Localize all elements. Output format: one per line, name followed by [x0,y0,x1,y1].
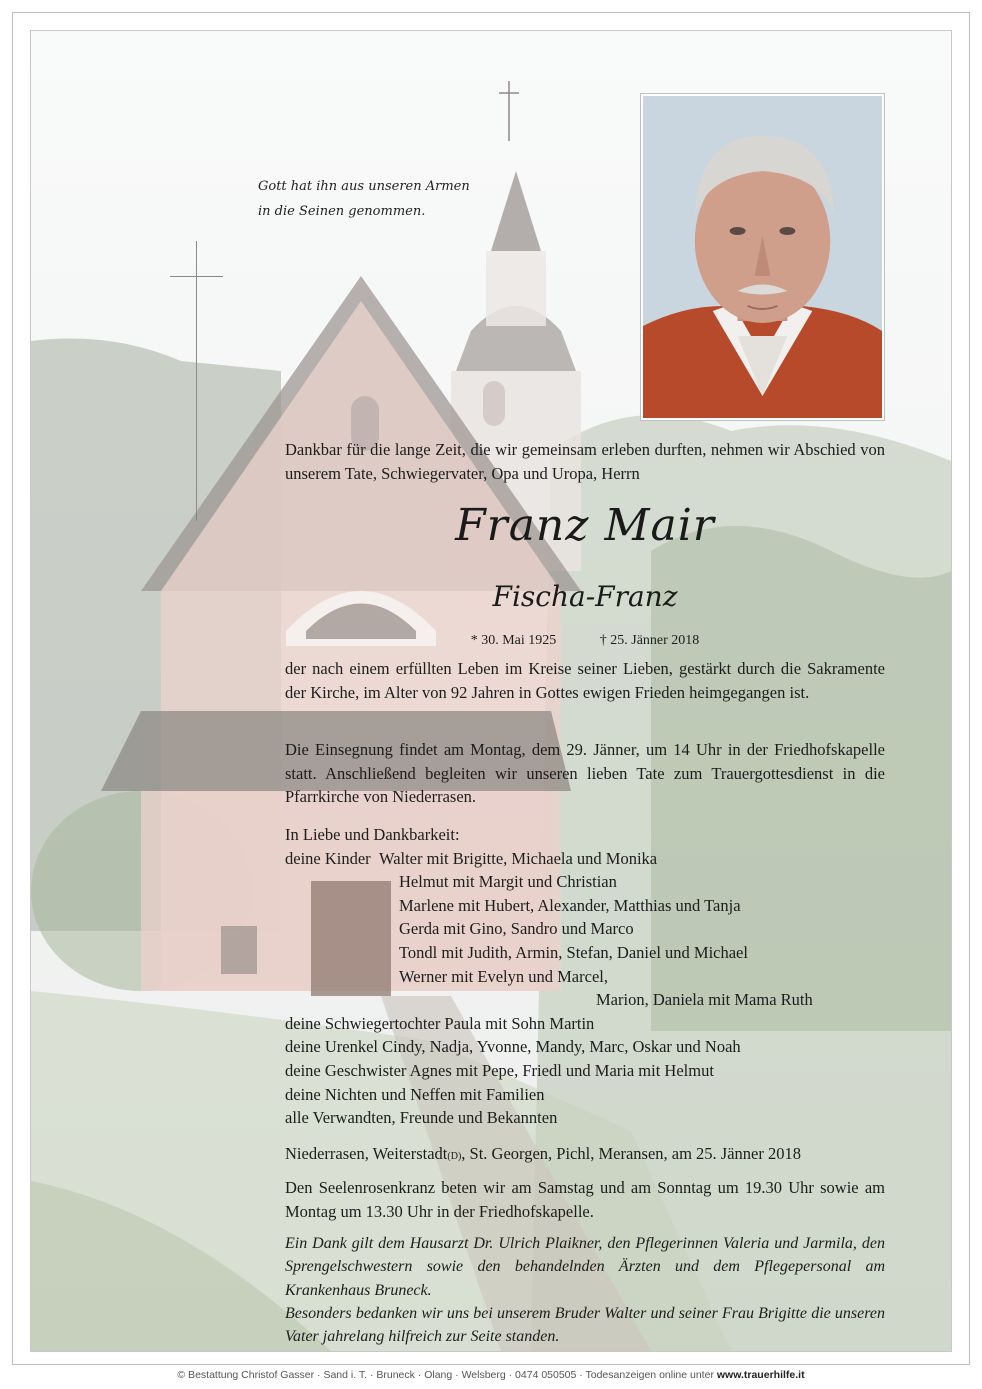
relative-entry: deine Schwiegertochter Paula mit Sohn Martin [285,1013,595,1033]
cross-vertical [196,241,197,521]
family-list [285,823,885,1130]
intro-paragraph: Dankbar für die lange Zeit, die wir gemeinsam erleben durften, nehmen wir Abschied von unserem Tate, Schwiegervater, Opa und Uropa, Herrn [285,440,885,483]
child-entry: Marlene mit Hubert, Alexander, Matthias und Tanja [399,895,741,915]
footer [0,1369,982,1381]
rosary-text [285,1176,885,1223]
life-dates [285,633,885,649]
family-children-row [285,847,885,871]
intro-text [285,438,885,485]
relative-entry: deine Geschwister Agnes mit Pepe, Friedl und Maria mit Helmut [285,1060,714,1080]
place-date-line [285,1142,885,1169]
footer-link[interactable]: www.trauerhilfe.it [716,1369,805,1381]
child-entry: Werner mit Evelyn und Marcel, [399,966,608,986]
relative-entry: deine Urenkel Cindy, Nadja, Yvonne, Mandy, Marc, Oskar und Noah [285,1037,741,1057]
motto-line-1: Gott hat ihn aus unseren Armen [258,179,470,194]
child-entry: Tondl mit Judith, Armin, Stefan, Daniel und Michael [399,942,748,962]
motto-line-2: in die Seinen genommen. [258,204,426,219]
passing-text [285,657,885,704]
thanks-paragraph-1: Ein Dank gilt dem Hausarzt Dr. Ulrich Plaikner, den Pflegerinnen Valeria und Jarmila, den Sprengelschwestern sowie den behandelnden Ärzten und dem Pflegepersonal am Krankenhaus Bruneck. [285,1235,885,1299]
relative-entry: alle Verwandten, Freunde und Bekannten [285,1108,558,1128]
child-entry: Gerda mit Gino, Sandro und Marco [399,919,634,939]
cross-horizontal [170,276,223,277]
deceased-name: Franz Mair [455,500,715,551]
relative-entry: deine Nichten und Neffen mit Familien [285,1084,545,1104]
child-entry: Walter mit Brigitte, Michaela und Monika [378,848,658,868]
children-label: deine Kinder [285,848,371,868]
rosary-paragraph: Den Seelenrosenkranz beten wir am Samstag und am Sonntag um 19.30 Uhr sowie am Montag um 13.30 Uhr in der Friedhofskapelle. [285,1178,885,1221]
family-heading: In Liebe und Dankbarkeit: [285,825,460,844]
ceremony-paragraph: Die Einsegnung findet am Montag, dem 29. Jänner, um 14 Uhr in der Friedhofskapelle statt. Anschließend begleiten wir unseren lieben Tate zum Trauergottesdienst in die Pfarrkirche von Niederrasen. [285,740,885,806]
deceased-nickname: Fischa-Franz [492,580,678,613]
place-date-after: , St. Georgen, Pichl, Meransen, am 25. Jänner 2018 [461,1144,801,1163]
place-date [285,1142,885,1169]
thanks-text [285,1232,885,1348]
portrait-photo [640,93,885,421]
footer-text: © Bestattung Christof Gasser · Sand i. T. · Bruneck · Olang · Welsberg · 0474 050505 · Todesanzeigen online unter [177,1369,714,1381]
death-date: † 25. Jänner 2018 [599,633,700,648]
motto [258,174,508,224]
birth-date: * 30. Mai 1925 [470,633,557,648]
thanks-paragraph-2: Besonders bedanken wir uns bei unserem Bruder Walter und seiner Frau Brigitte die unseren Vater jahrelang hilfreich zur Seite standen. [285,1304,885,1346]
passing-paragraph: der nach einem erfüllten Leben im Kreise seiner Lieben, gestärkt durch die Sakramente der Kirche, im Alter von 92 Jahren in Gottes ewigen Frieden heimgegangen ist. [285,659,885,702]
place-date-before: Niederrasen, Weiterstadt [285,1144,448,1163]
child-entry-extra: Marion, Daniela mit Mama Ruth [596,990,813,1010]
ceremony-text [285,738,885,809]
child-entry: Helmut mit Margit und Christian [399,872,617,892]
place-date-country: (D) [447,1151,462,1162]
